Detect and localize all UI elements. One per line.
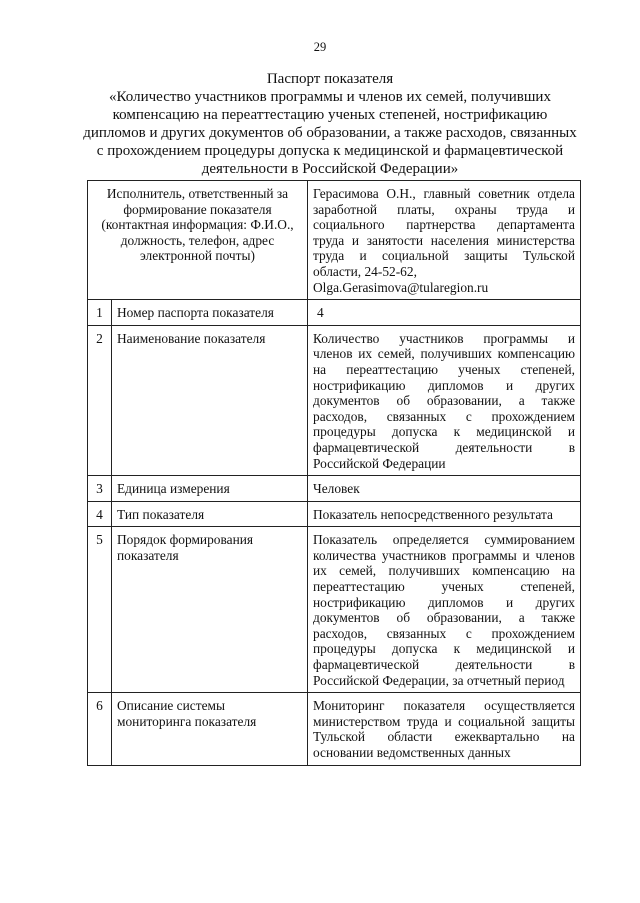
table-row — [88, 476, 581, 502]
row-value: Показатель непосредственного результата — [313, 506, 553, 522]
row-number: 2 — [88, 325, 112, 475]
document-title — [60, 70, 600, 178]
executor-value-line: заработной платы, охраны труда и — [313, 201, 576, 217]
executor-value-cell — [308, 181, 581, 300]
row-value-line: Российской Федерации — [313, 455, 446, 471]
row-value-line: их семей, получивших компенсацию на — [313, 563, 576, 579]
row-value-line: фармацевтической деятельности в — [313, 439, 576, 455]
executor-label-line: формирование показателя — [123, 201, 272, 217]
row-value-line: Показатель определяется суммированием — [313, 532, 576, 548]
row-name-cell — [112, 325, 308, 475]
executor-value-line: области, 24-52-62, — [313, 263, 417, 279]
row-value-cell — [308, 300, 581, 326]
indicator-passport-table — [87, 180, 581, 766]
row-value-line: Тульской области ежеквартально на — [313, 729, 576, 745]
row-value-cell — [308, 476, 581, 502]
row-value-line: Количество участников программы и — [313, 330, 576, 346]
row-value-line: переаттестацию ученых степеней, — [313, 579, 576, 595]
row-value: 4 — [317, 305, 324, 321]
title-line: Паспорт показателя — [266, 71, 394, 87]
row-name: Наименование показателя — [117, 330, 266, 346]
row-value-line: расходов, связанных с прохождением — [313, 625, 576, 641]
row-value-line: основании ведомственных данных — [313, 745, 511, 760]
row-value-line: Российской Федерации, за отчетный период — [313, 672, 565, 688]
executor-value-line: социального партнерства департамента — [313, 217, 576, 233]
row-name: Номер паспорта показателя — [117, 305, 274, 321]
executor-label-line: электронной почты) — [140, 248, 255, 264]
table-row — [88, 300, 581, 326]
row-value-cell — [308, 693, 581, 765]
executor-value-line: труда и социальной защиты Тульской — [313, 248, 576, 264]
executor-label-line: Исполнитель, ответственный за — [106, 186, 289, 201]
row-value-line: нострификацию дипломов и других — [313, 594, 576, 610]
table-row — [88, 693, 581, 765]
row-value-line: нострификацию дипломов и других — [313, 377, 576, 393]
row-value-cell — [308, 527, 581, 693]
row-number: 3 — [88, 476, 112, 502]
row-value-cell — [308, 501, 581, 527]
row-name-line: Порядок формирования — [117, 532, 254, 548]
row-name: Тип показателя — [117, 506, 205, 522]
executor-email: Olga.Gerasimova@tularegion.ru — [313, 279, 489, 295]
row-value-line: процедуры допуска к медицинской и — [313, 424, 576, 440]
title-line: компенсацию на переаттестацию ученых степеней, нострификацию — [112, 107, 548, 123]
table-row — [88, 527, 581, 693]
executor-value-line: Герасимова О.Н., главный советник отдела — [313, 186, 576, 201]
table-row — [88, 501, 581, 527]
executor-label-cell — [88, 181, 308, 300]
executor-row — [88, 181, 581, 300]
executor-label-line: должность, телефон, адрес — [120, 232, 275, 248]
row-number: 5 — [88, 527, 112, 693]
row-number: 1 — [88, 300, 112, 326]
row-value-line: документов об образовании, а также — [313, 393, 576, 409]
executor-value-line: труда и занятости населения министерства — [313, 232, 576, 248]
row-name-cell — [112, 527, 308, 693]
row-name-line: показателя — [117, 547, 179, 563]
row-name-cell — [112, 693, 308, 765]
row-value-line: членов их семей, получивших компенсацию — [313, 346, 576, 362]
page-number: 29 — [313, 40, 327, 54]
row-name-cell — [112, 501, 308, 527]
row-value-line: фармацевтической деятельности в — [313, 657, 576, 673]
row-name-line: Описание системы — [117, 698, 225, 714]
executor-label-line: (контактная информация: Ф.И.О., — [101, 217, 294, 233]
row-value-line: процедуры допуска к медицинской и — [313, 641, 576, 657]
title-line: с прохождением процедуры допуска к медицинской и фармацевтической — [96, 143, 564, 159]
row-value-line: Мониторинг показателя осуществляется — [313, 698, 576, 714]
row-number: 4 — [88, 501, 112, 527]
row-value-line: расходов, связанных с прохождением — [313, 408, 576, 424]
row-value-line: на переаттестацию ученых степеней, — [313, 361, 576, 377]
table-row — [88, 325, 581, 475]
row-name-line: мониторинга показателя — [117, 713, 257, 729]
row-value-cell — [308, 325, 581, 475]
title-line: деятельности в Российской Федерации» — [201, 161, 459, 177]
row-value: Человек — [313, 481, 360, 497]
row-value-line: количества участников программы и членов — [313, 547, 576, 563]
row-value-line: министерством труда и социальной защиты — [313, 713, 576, 729]
title-line: «Количество участников программы и членов их семей, получивших — [109, 89, 551, 105]
row-name: Единица измерения — [117, 481, 230, 497]
row-number: 6 — [88, 693, 112, 765]
row-value-line: документов об образовании, а также — [313, 610, 576, 626]
title-line: дипломов и других документов об образовании, а также расходов, связанных — [83, 125, 577, 141]
row-name-cell — [112, 476, 308, 502]
row-name-cell — [112, 300, 308, 326]
